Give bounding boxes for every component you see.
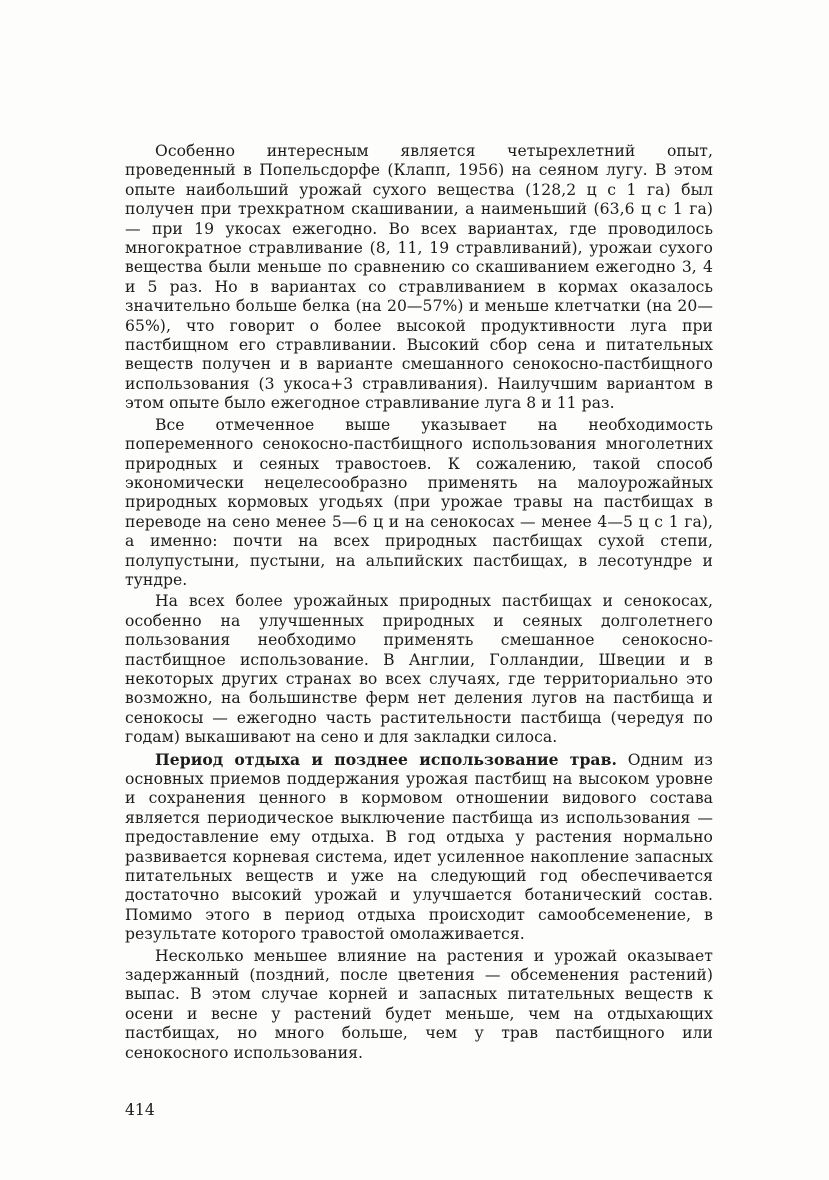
paragraph-rest-period <box>125 750 713 945</box>
section-heading: Период отдыха и позднее использование трав. <box>155 749 617 769</box>
body-text <box>125 142 713 1063</box>
paragraph-poppelsdorf-experiment: Особенно интересным является четырехлетний опыт, проведенный в Попельсдорфе (Клапп, 1956) на сеяном лугу. В этом опыте наибольший урожай сухого вещества (128,2 ц с 1 га) был получен при трехкратном скашивании, а наименьший (63,6 ц с 1 га) — при 19 укосах ежегодно. Во всех вариантах, где проводилось многократное стравливание (8, 11, 19 стравливаний), урожаи сухого вещества были меньше по сравнению со скашиванием ежегодно 3, 4 и 5 раз. Но в вариантах со стравливанием в кормах оказалось значительно больше белка (на 20—57%) и меньше клетчатки (на 20—65%), что говорит о более высокой продуктивности луга при пастбищном его стравливании. Высокий сбор сена и питательных веществ получен и в варианте смешанного сенокосно-пастбищного использования (3 укоса+3 стравливания). Наилучшим вариантом в этом опыте было ежегодное стравливание луга 8 и 11 раз. <box>125 142 713 413</box>
page-number: 414 <box>125 1101 155 1119</box>
paragraph-delayed-grazing: Несколько меньшее влияние на растения и урожай оказывает задержанный (поздний, после цветения — обсеменения растений) выпас. В этом случае корней и запасных питательных веществ к осени и весне у растений будет меньше, чем на отдыхающих пастбищах, но много больше, чем у трав пастбищного или сенокосного использования. <box>125 946 713 1062</box>
section-text: Одним из основных приемов поддержания урожая пастбищ на высоком уровне и сохранения ценного в кормовом отношении видового состава является периодическое выключение пастбища из использования — предоставление ему отдыха. В год отдыха у растения нормально развивается корневая система, идет усиленное накопление запасных питательных веществ и уже на следующий год обеспечивается достаточно высокий урожай и улучшается ботанический состав. Помимо этого в период отдыха происходит самообсеменение, в результате которого травостой омолаживается. <box>125 750 713 944</box>
paragraph-mixed-use: На всех более урожайных природных пастбищах и сенокосах, особенно на улучшенных природных и сеяных долголетнего пользования необходимо применять смешанное сенокосно-пастбищное использование. В Англии, Голландии, Швеции и в некоторых других странах во всех случаях, где территориально это возможно, на большинстве ферм нет деления лугов на пастбища и сенокосы — ежегодно часть растительности пастбища (чередуя по годам) выкашивают на сено и для закладки силоса. <box>125 592 713 747</box>
paragraph-alternating-use: Все отмеченное выше указывает на необходимость попеременного сенокосно-пастбищного использования многолетних природных и сеяных травостоев. К сожалению, такой способ экономически нецелесообразно применять на малоурожайных природных кормовых угодьях (при урожае травы на пастбищах в переводе на сено менее 5—6 ц и на сенокосах — менее 4—5 ц с 1 га), а именно: почти на всех природных пастбищах сухой степи, полупустыни, пустыни, на альпийских пастбищах, в лесотундре и тундре. <box>125 415 713 589</box>
